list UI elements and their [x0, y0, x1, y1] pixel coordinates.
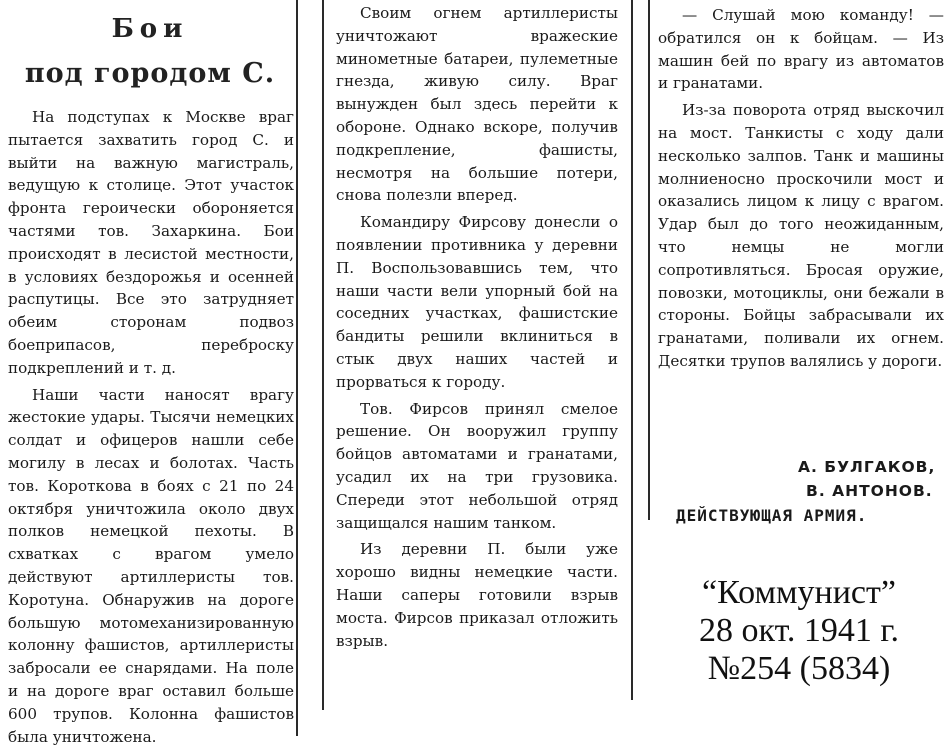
- headline-line-2: под городом С.: [24, 58, 276, 89]
- newspaper-name: “Коммунист”: [702, 574, 896, 611]
- column-2-body: [336, 2, 618, 652]
- paragraph: Наши части наносят врагу жестокие удары. Тысячи немецких солдат и офицеров нашли себе могилу в лесах и болотах. Часть тов. Короткова в боях с 21 по 24 октября уничтожила около двух полков немецкой пехоты. В схватках с врагом умело действуют артиллеристы тов. Коротуна. Обнаружив на дороге большую мотомеханизированную колонну фашистов, артиллеристы забросали ее снарядами. На поле и на дороге враг оставил больше 600 трупов. Колонна фашистов была уничтожена.: [8, 385, 294, 746]
- dateline: ДЕЙСТВУЮЩАЯ АРМИЯ.: [676, 506, 868, 525]
- headline-line-1: Бои: [111, 14, 189, 44]
- column-rule: [322, 0, 324, 710]
- paragraph: Тов. Фирсов принял смелое решение. Он вооружил группу бойцов автоматами и гранатами, усадил их на три грузовика. Спереди этот небольшой отряд защищался нашим танком.: [336, 399, 618, 532]
- issue-date: 28 окт. 1941 г.: [699, 612, 899, 649]
- paragraph: Командиру Фирсову донесли о появлении противника у деревни П. Воспользовавшись тем, что наши части вели упорный бой на соседних участках, фашистские бандиты решили вклиниться в стык двух наших частей и прорваться к городу.: [336, 213, 618, 391]
- source-caption: [648, 574, 950, 688]
- issue-number: №254 (5834): [707, 650, 891, 687]
- column-3-body: [658, 4, 944, 373]
- article-column-1: [0, 0, 300, 746]
- column-1-body: [8, 106, 294, 748]
- author-name: А. БУЛГАКОВ,: [798, 458, 936, 476]
- paragraph: Своим огнем артиллеристы уничтожают вражеские минометные батареи, пулеметные гнезда, живую силу. Враг вынужден был здесь перейти к обороне. Однако вскоре, получив подкрепление, фашисты, несмотря на большие потери, снова полезли вперед.: [336, 4, 618, 205]
- article-column-2: [326, 0, 626, 736]
- author-name: В. АНТОНОВ.: [806, 482, 933, 500]
- paragraph: На подступах к Москве враг пытается захватить город С. и выйти на важную магистраль, ведущую к столице. Этот участок фронта героически обороняется частями тов. Захаркина. Бои происходят в лесистой местности, в условиях бездорожья и осенней распутицы. Все это затрудняет обеим сторонам подвоз боеприпасов, переброску подкреплений и т. д.: [8, 108, 294, 377]
- column-rule: [631, 0, 633, 700]
- byline: [648, 455, 950, 529]
- paragraph: Из деревни П. были уже хорошо видны немецкие части. Наши саперы готовили взрыв моста. Фирсов приказал отложить взрыв.: [336, 540, 618, 650]
- paragraph: — Слушай мою команду! — обратился он к бойцам. — Из машин бей по врагу из автоматов и гранатами.: [658, 6, 944, 93]
- paragraph: Из-за поворота отряд выскочил на мост. Танкисты с ходу дали несколько залпов. Танк и машины молниеносно проскочили мост и оказались лицом к лицу с врагом. Удар был до того неожиданным, что немцы не могли сопротивляться. Бросая оружие, повозки, мотоциклы, они бежали в стороны. Бойцы забрасывали их гранатами, поливали их огнем. Десятки трупов валялись у дороги.: [658, 101, 944, 370]
